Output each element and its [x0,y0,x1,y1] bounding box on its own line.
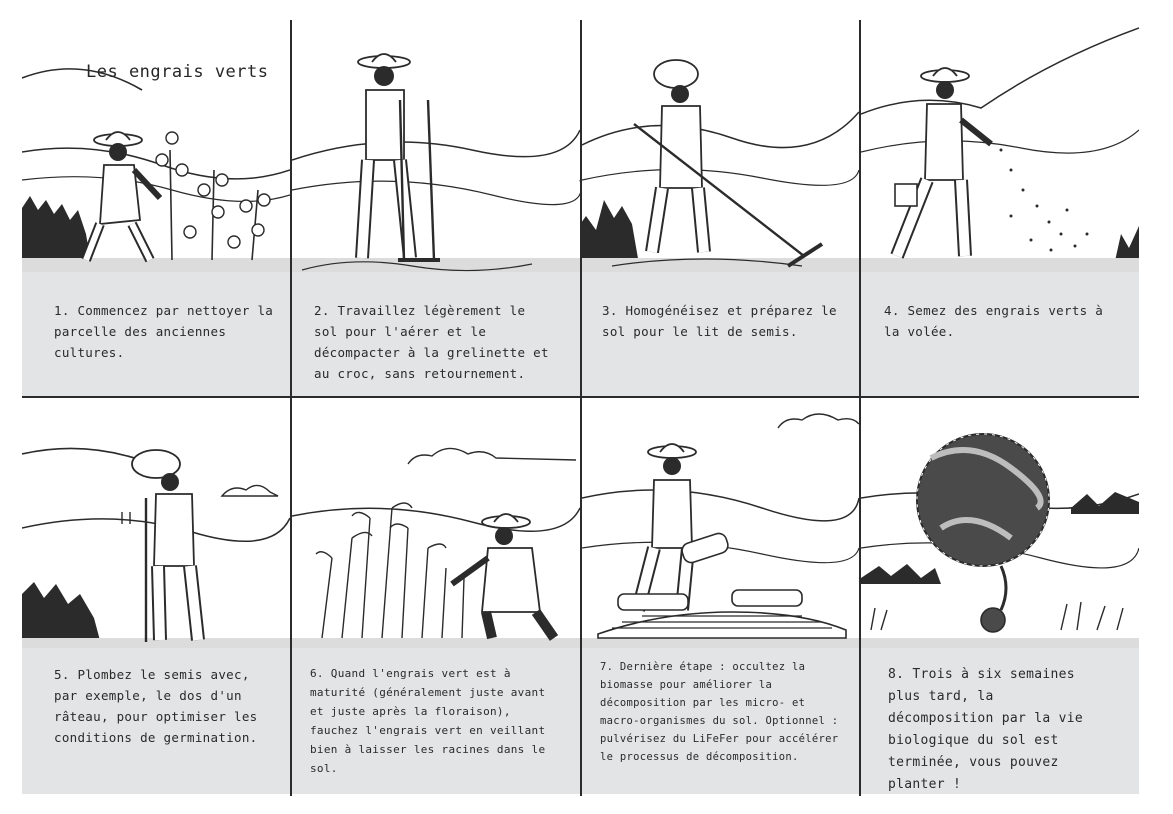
panel-5-illustration [22,398,290,648]
panel-6-illustration [292,398,580,648]
panel-7-illustration [582,398,859,648]
step-2-caption: 2. Travaillez légèrement le sol pour l'aérer et le décompacter à la grelinette et au croc, sans retournement. [314,303,549,381]
step-3-caption: 3. Homogénéisez et préparez le sol pour le lit de semis. [602,303,837,339]
step-5-caption: 5. Plombez le semis avec, par exemple, le dos d'un râteau, pour optimiser les conditions de germination. [54,667,258,745]
panel-8-illustration [861,398,1139,648]
step-7-caption: 7. Dernière étape : occultez la biomasse pour améliorer la décomposition par les micro- et macro-organismes du sol. Optionnel : pulvérisez du LiFeFer pour accélérer le processus de décomposition. [600,661,839,763]
step-1-caption: 1. Commencez par nettoyer la parcelle des anciennes cultures. [54,303,274,360]
page-title: Les engrais verts [86,62,269,82]
panel-2-illustration [292,20,580,272]
panel-3-illustration [582,20,859,272]
step-6-caption: 6. Quand l'engrais vert est à maturité (généralement juste avant et juste après la floraison), fauchez l'engrais vert en veillant bien à laisser les racines dans le sol. [310,667,546,775]
panel-4-illustration [861,20,1139,272]
step-8-caption: 8. Trois à six semaines plus tard, la décomposition par la vie biologique du sol est terminée, vous pouvez planter ! [888,667,1084,792]
panel-1-illustration [22,20,290,272]
step-4-caption: 4. Semez des engrais verts à la volée. [884,303,1104,339]
